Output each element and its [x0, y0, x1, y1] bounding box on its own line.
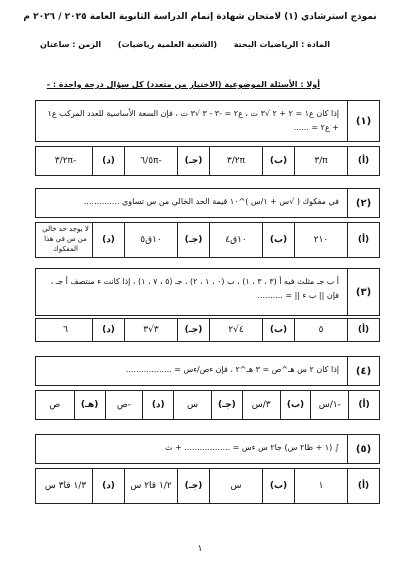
question-1-options: [35, 146, 380, 176]
option-label: (ب): [262, 469, 294, 503]
page-number: ١: [197, 544, 203, 554]
question-text: ∫ (١ + ظا٢ س) جا٢ س ءس = .................. + ث: [165, 443, 339, 452]
option-label: (أ): [347, 319, 379, 341]
option-value[interactable]: ٣/س: [242, 391, 280, 419]
question-text: أ ب جـ مثلث فيه أ (٣ ، ٣ ، ١) ، ب (٠ ، ١ ، ٢) ، جـ (٥ ، ٧ ، ١) ، إذا كانت ء منتصف أ جـ ، فإن || ب ء || = ..........: [50, 277, 339, 300]
option-value[interactable]: لا يوجد حد خالي من س في هذا المفكوك: [42, 225, 89, 253]
option-label: (د): [142, 391, 173, 419]
question-number: (١): [347, 101, 379, 141]
option-label: (د): [92, 147, 124, 175]
question-2-options: [35, 222, 380, 258]
option-value[interactable]: ٤√٢: [209, 319, 262, 341]
option-value[interactable]: -ص: [105, 391, 143, 419]
option-label: (ب): [262, 223, 294, 257]
option-value[interactable]: ٢١٠: [294, 223, 347, 257]
option-label: (ب): [262, 319, 294, 341]
branch-label: (الشعبة العلمية رياضيات): [117, 40, 217, 49]
question-3-options: [35, 318, 380, 342]
option-value[interactable]: ١: [294, 469, 347, 503]
time-label: الزمن : ساعتان: [40, 40, 102, 49]
question-number: (٤): [347, 357, 379, 385]
option-value[interactable]: ١٠ق٤: [209, 223, 262, 257]
option-label: (جـ): [177, 469, 209, 503]
option-value[interactable]: ٦: [63, 325, 68, 335]
option-label: (ب): [280, 391, 311, 419]
option-label: (جـ): [177, 147, 209, 175]
option-value[interactable]: π/٣: [294, 147, 347, 175]
option-label: (أ): [347, 469, 379, 503]
option-value[interactable]: ٣√٣: [124, 319, 177, 341]
section-title: أولا : الأسئلة الموضوعية (الاختيار من متعدد) كل سؤال درجة واحدة : -: [46, 80, 320, 89]
option-value[interactable]: ص: [49, 400, 61, 410]
question-2-box: [35, 188, 380, 218]
option-label: (جـ): [177, 223, 209, 257]
question-4-options: [35, 390, 380, 420]
subject-label: المادة : الرياضيات البحتة: [233, 40, 330, 49]
exam-title: نموذج استرشادي (١) لامتحان شهادة إتمام الدراسة الثانوية العامة ٢٠٢٥ / ٢٠٢٦ م: [23, 12, 377, 22]
option-label: (ب): [262, 147, 294, 175]
question-1-box: [35, 100, 380, 142]
option-label: (د): [92, 319, 124, 341]
question-4-box: [35, 356, 380, 386]
option-value[interactable]: -٢π/٣: [54, 156, 77, 166]
option-label: (أ): [348, 391, 379, 419]
option-value[interactable]: ٥: [294, 319, 347, 341]
question-number: (٣): [347, 269, 379, 315]
option-label: (د): [92, 223, 124, 257]
option-label: (د): [92, 469, 124, 503]
option-value[interactable]: ١٠ق٥: [124, 223, 177, 257]
question-number: (٥): [347, 435, 379, 463]
exam-meta: [40, 40, 330, 49]
option-value[interactable]: -٥π/٦: [124, 147, 177, 175]
question-text: إذا كان ٢ س هـ^ص = ٣ هـ^٢ ، فإن ءص/ءس = ..................: [125, 365, 339, 374]
option-value[interactable]: -١/س: [310, 391, 348, 419]
question-5-box: [35, 434, 380, 464]
question-5-options: [35, 468, 380, 504]
option-label: (أ): [347, 147, 379, 175]
question-text: إذا كان ع١ = ٢ + ٢ √٣ ت ، ع٢ = -٣ - ٣ √٣ ت ، فإن السعة الأساسية للعدد المركب ع١ + ع٢ = ......: [47, 109, 339, 132]
option-value[interactable]: س: [173, 391, 211, 419]
option-label: (جـ): [177, 319, 209, 341]
option-label: (أ): [347, 223, 379, 257]
question-number: (٢): [347, 189, 379, 217]
option-value[interactable]: ١/٣ قا٣ س: [44, 481, 87, 491]
question-text: في مفكوك ( √س + ١/س )^١٠ قيمة الحد الخالي من س تساوي ..............: [83, 197, 339, 206]
option-label: (هـ): [74, 391, 105, 419]
option-label: (جـ): [211, 391, 242, 419]
option-value[interactable]: س: [209, 469, 262, 503]
option-value[interactable]: ٢π/٣: [209, 147, 262, 175]
option-value[interactable]: ١/٢ قا٢ س: [124, 469, 177, 503]
question-3-box: [35, 268, 380, 316]
